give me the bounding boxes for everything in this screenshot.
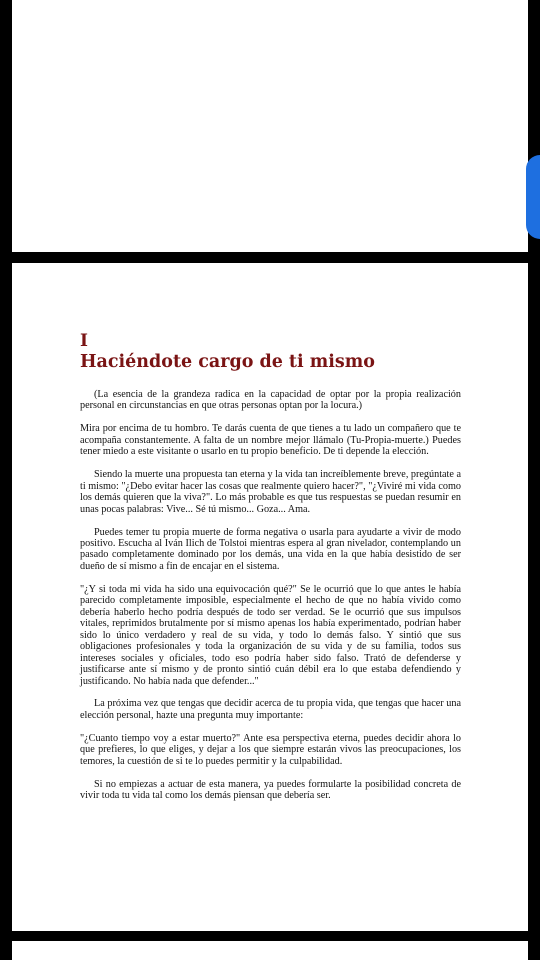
chapter-title: Haciéndote cargo de ti mismo — [80, 352, 375, 372]
paragraph: La próxima vez que tengas que decidir acerca de tu propia vida, que tengas que hacer una elección personal, hazte una pregunta muy importante: — [80, 698, 461, 721]
chapter-number: I — [80, 331, 88, 351]
paragraph: Mira por encima de tu hombro. Te darás cuenta de que tienes a tu lado un compañero que te acompaña constantemente. A falta de un nombre mejor llámalo (Tu-Propia-muerte.) Puedes tener miedo a este visitante o usarlo en tu propio beneficio. De ti depende la elección. — [80, 423, 461, 458]
paragraph: (La esencia de la grandeza radica en la capacidad de optar por la propia realización personal en circunstancias en que otras personas optan por la locura.) — [80, 389, 461, 412]
paragraph: Siendo la muerte una propuesta tan eterna y la vida tan increíblemente breve, pregúntate a ti mismo: "¿Debo evitar hacer las cosas que realmente quiero hacer?", "¿Viviré mi vida como los demás quieren que la viva?". Lo más probable es que tus respuestas se puedan resumir en unas pocas palabras: Vive... Sé tú mismo... Goza... Ama. — [80, 469, 461, 515]
paragraph: Si no empiezas a actuar de esta manera, ya puedes formularte la posibilidad concreta de vivir toda tu vida tal como los demás piensan que debería ser. — [80, 778, 461, 802]
quote-paragraph: "¿Y si toda mi vida ha sido una equivocación qué?" Se le ocurrió que lo que antes le había parecido completamente imposible, especialmente el hecho de que no había vivido como debería haberlo hecho podría después de todo ser verdad. Se le ocurrió que sus impulsos vitales, reprimidos brutalmente por sí mismo apenas los había experimentado, podrían haber sido lo único verdadero y real de su vida, y todo lo demás falso. Y sintió que sus obligaciones profesionales y toda la organización de su vida y de su familia, todos sus intereses sociales y oficiales, todo eso podría haber sido falso. Trató de defenderse y justificarse ante sí mismo y de pronto sintió cuán débil era lo que estaba defendiendo y justificando. No había nada que defender..." — [80, 583, 461, 687]
next-page — [12, 941, 528, 960]
previous-page — [12, 0, 528, 252]
current-page — [12, 263, 528, 931]
scroll-handle[interactable] — [526, 155, 540, 239]
paragraph: "¿Cuanto tiempo voy a estar muerto?" Ante esa perspectiva eterna, puedes decidir ahora lo que prefieres, lo que eliges, y dejar a los que siempre estarán vivos las preocupaciones, los temores, la cuestión de si te lo puedes permitir y la culpabilidad. — [80, 732, 461, 767]
page-content — [80, 331, 461, 813]
paragraph: Puedes temer tu propia muerte de forma negativa o usarla para ayudarte a vivir de modo positivo. Escucha al Iván Ilich de Tolstoi mientras espera al gran nivelador, contemplando un pasado completamente dominado por los demás, una vida en la que había desistido de ser dueño de sí mismo a fin de encajar en el sistema. — [80, 526, 461, 572]
